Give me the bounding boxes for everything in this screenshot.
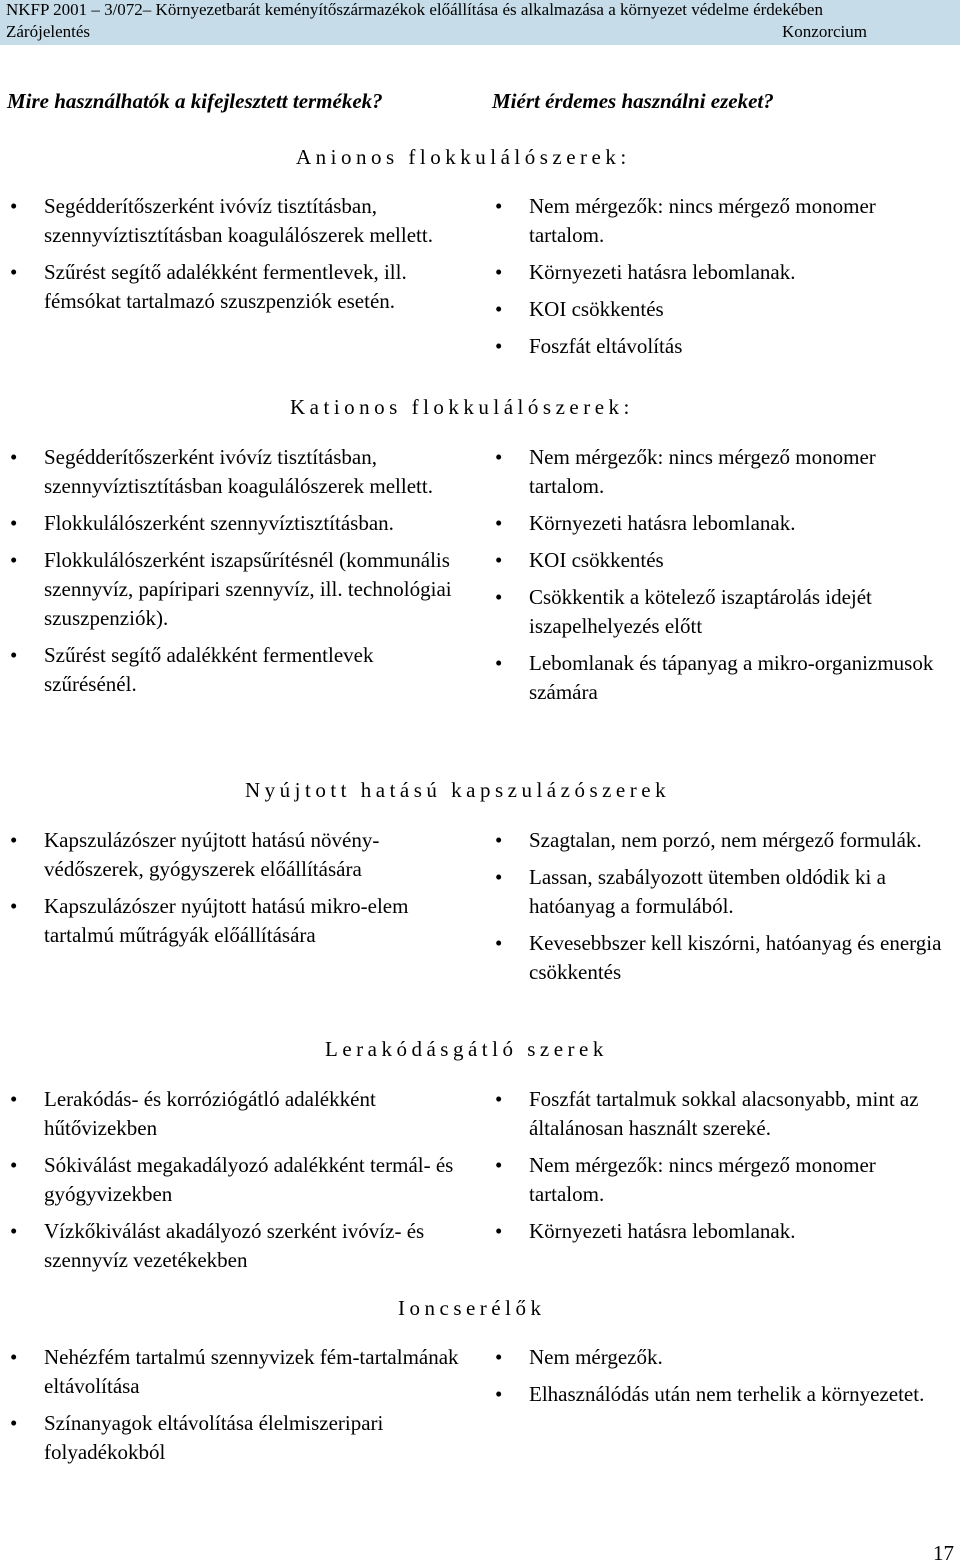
list-item: • Flokkulálószerként iszapsűrítésnél (kommunális szennyvíz, papíripari szennyvíz, ill. technológiai szuszpenziók). <box>7 546 465 633</box>
section-anionic-benefits <box>492 192 952 369</box>
section-cationic-uses <box>7 443 465 707</box>
section-title-anionic: Anionos flokkulálószerek: <box>296 145 631 169</box>
header-consortium: Konzorcium <box>782 22 867 41</box>
page-number: 17 <box>933 1541 954 1565</box>
list-item: • Lebomlanak és tápanyag a mikro-organizmusok számára <box>492 649 952 707</box>
section-title-cationic: Kationos flokkulálószerek: <box>290 395 634 419</box>
list-item: • Vízkőkiválást akadályozó szerként ivóvíz- és szennyvíz vezetékekben <box>7 1217 465 1275</box>
section-ion-exchangers-uses <box>7 1343 465 1475</box>
section-anionic-uses <box>7 192 465 324</box>
list-item: • Sókiválást megakadályozó adalékként termál- és gyógyvizekben <box>7 1151 465 1209</box>
header-project-title: NKFP 2001 – 3/072– Környezetbarát keményítőszármazékok előállítása és alkalmazása a környezet védelme érdekében <box>6 0 823 19</box>
list-item: • Foszfát tartalmuk sokkal alacsonyabb, mint az általánosan használt szereké. <box>492 1085 952 1143</box>
header-report-type: Zárójelentés <box>6 22 91 41</box>
question-right: Miért érdemes használni ezeket? <box>492 89 774 113</box>
list-item: • Környezeti hatásra lebomlanak. <box>492 509 952 538</box>
list-item: • Lerakódás- és korróziógátló adalékként hűtővizekben <box>7 1085 465 1143</box>
section-title-encapsulants: Nyújtott hatású kapszulázószerek <box>245 778 671 802</box>
list-item: • Nehézfém tartalmú szennyvizek fém-tartalmának eltávolítása <box>7 1343 465 1401</box>
list-item: • Lassan, szabályozott ütemben oldódik ki a hatóanyag a formulából. <box>492 863 952 921</box>
section-ion-exchangers-benefits <box>492 1343 952 1417</box>
list-item: • Segédderítőszerként ivóvíz tisztításban, szennyvíztisztításban koagulálószerek mellett. <box>7 192 465 250</box>
section-title-antiscalants: Lerakódásgátló szerek <box>325 1037 608 1061</box>
section-encapsulants-uses <box>7 826 465 958</box>
section-antiscalants-uses <box>7 1085 465 1283</box>
list-item: • Színanyagok eltávolítása élelmiszeripari folyadékokból <box>7 1409 465 1467</box>
section-encapsulants-benefits <box>492 826 952 995</box>
list-item: • Flokkulálószerként szennyvíztisztításban. <box>7 509 465 538</box>
list-item: • Elhasználódás után nem terhelik a környezetet. <box>492 1380 952 1409</box>
list-item: • Kevesebbszer kell kiszórni, hatóanyag és energia csökkentés <box>492 929 952 987</box>
list-item: • Környezeti hatásra lebomlanak. <box>492 1217 952 1246</box>
list-item: • Csökkentik a kötelező iszaptárolás idejét iszapelhelyezés előtt <box>492 583 952 641</box>
list-item: • Nem mérgezők: nincs mérgező monomer tartalom. <box>492 443 952 501</box>
list-item: • Nem mérgezők: nincs mérgező monomer tartalom. <box>492 1151 952 1209</box>
list-item: • Nem mérgezők. <box>492 1343 952 1372</box>
question-left: Mire használhatók a kifejlesztett termékek? <box>7 89 383 113</box>
list-item: • Szűrést segítő adalékként fermentlevek, ill. fémsókat tartalmazó szuszpenziók esetén. <box>7 258 465 316</box>
list-item: • Nem mérgezők: nincs mérgező monomer tartalom. <box>492 192 952 250</box>
section-antiscalants-benefits <box>492 1085 952 1254</box>
list-item: • Segédderítőszerként ivóvíz tisztításban, szennyvíztisztításban koagulálószerek mellett. <box>7 443 465 501</box>
page-header <box>0 0 960 45</box>
section-title-ion-exchangers: Ioncserélők <box>398 1296 546 1320</box>
list-item: • Szűrést segítő adalékként fermentlevek szűrésénél. <box>7 641 465 699</box>
list-item: • KOI csökkentés <box>492 546 952 575</box>
list-item: • Kapszulázószer nyújtott hatású növény-védőszerek, gyógyszerek előállítására <box>7 826 465 884</box>
list-item: • KOI csökkentés <box>492 295 952 324</box>
list-item: • Kapszulázószer nyújtott hatású mikro-elem tartalmú műtrágyák előállítására <box>7 892 465 950</box>
list-item: • Szagtalan, nem porzó, nem mérgező formulák. <box>492 826 952 855</box>
list-item: • Környezeti hatásra lebomlanak. <box>492 258 952 287</box>
list-item: • Foszfát eltávolítás <box>492 332 952 361</box>
section-cationic-benefits <box>492 443 952 715</box>
